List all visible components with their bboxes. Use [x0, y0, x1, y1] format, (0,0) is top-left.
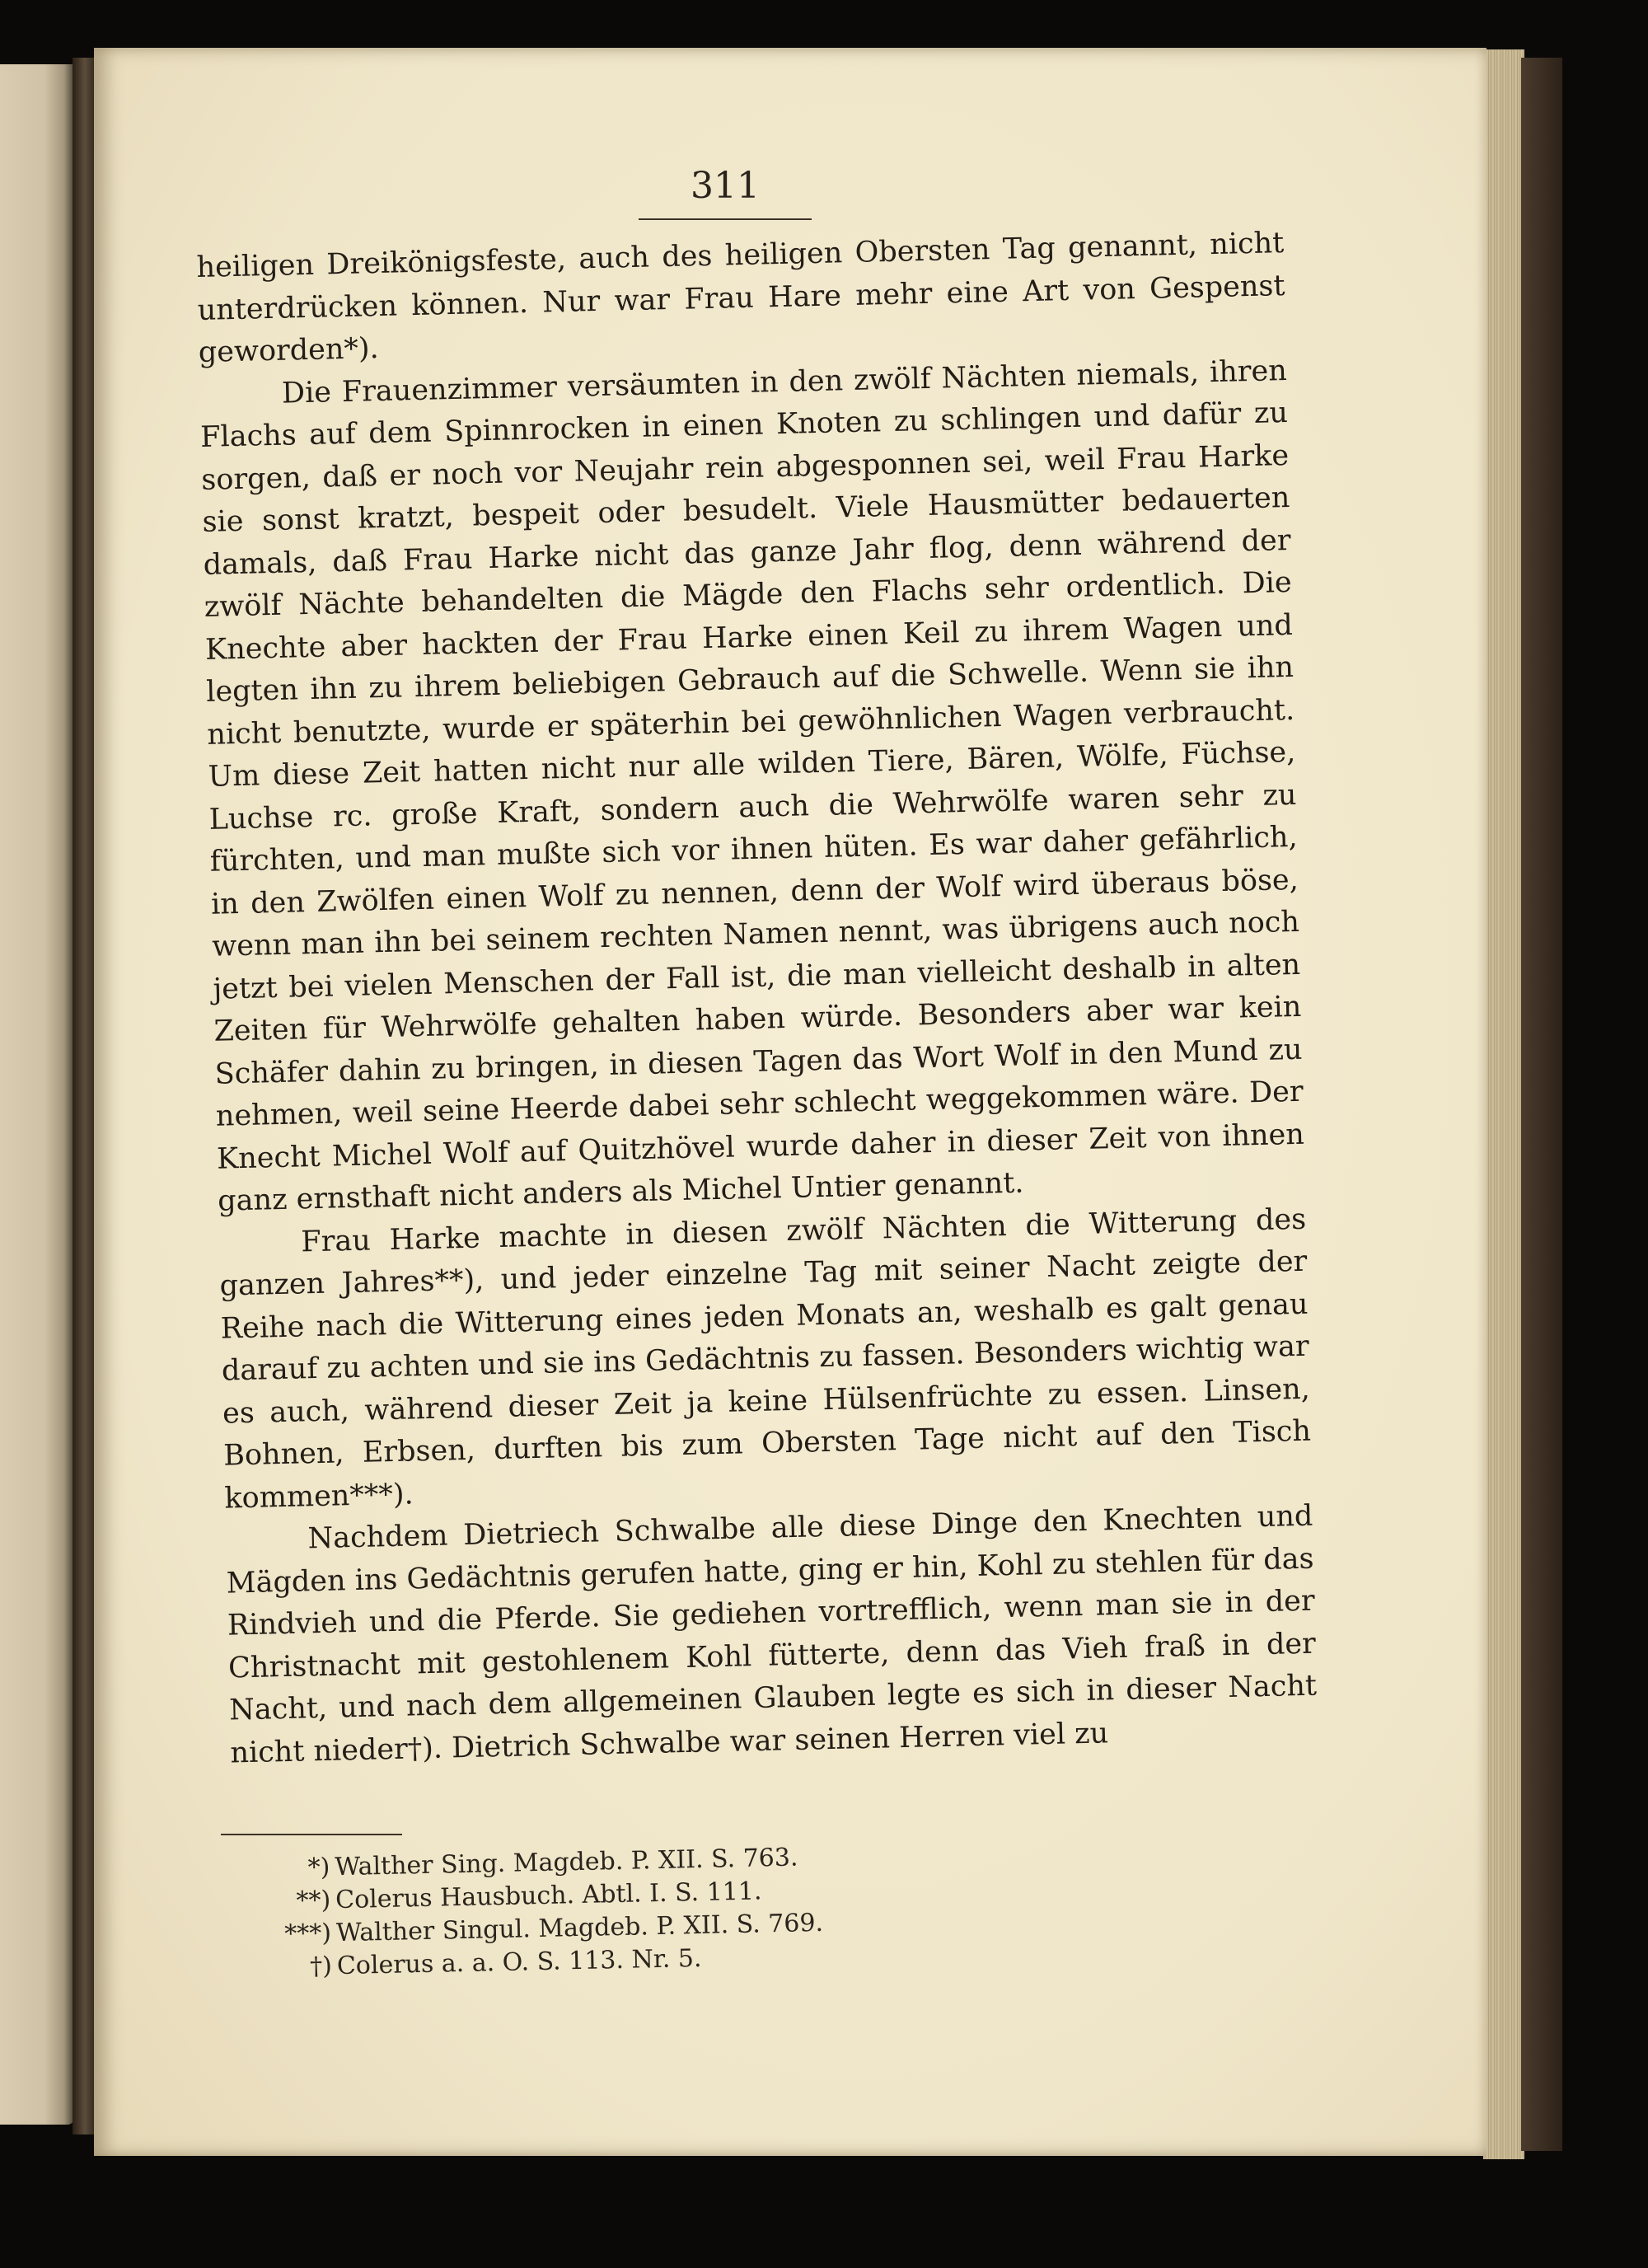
- paragraph: heiligen Dreikönigsfeste, auch des heiligen Obersten Tag genannt, nicht unterdrücken können. Nur war Frau Hare mehr eine Art von Gespenst geworden*).: [196, 227, 1285, 369]
- footnote-text: Walther Sing. Magdeb. P. XII. S. 763.: [335, 1843, 798, 1882]
- left-page-edge: [0, 64, 74, 2125]
- page-number-rule: [639, 218, 812, 220]
- page-number: 311: [691, 165, 760, 207]
- footnotes: [264, 1837, 1008, 1984]
- footnote-rule: [221, 1834, 402, 1835]
- paragraph: Frau Harke machte in diesen zwölf Nächten die Witterung des ganzen Jahres**), und jeder einzelne Tag mit seiner Nacht zeigte der Reihe nach die Witterung eines jeden Monats an, weshalb es galt genau darauf zu achten und sie ins Gedächtnis zu fassen. Besonders wichtig war es auch, während dieser Zeit ja keine Hülsenfrüchte zu essen. Linsen, Bohnen, Erbsen, durften bis zum Obersten Tage nicht auf den Tisch kommen***).: [219, 1202, 1312, 1516]
- page-block-edge: [1483, 49, 1524, 2159]
- paragraph: Nachdem Dietriech Schwalbe alle diese Dinge den Knechten und Mägden ins Gedächtnis gerufen hatte, ging er hin, Kohl zu stehlen für das Rindvieh und die Pferde. Sie gediehen vortrefflich, wenn man sie in der Christnacht mit gestohlenem Kohl fütterte, denn das Vieh fraß in der Nacht, und nach dem allgemeinen Glauben legte es sich in dieser Nacht nicht nieder†). Dietrich Schwalbe war seinen Herren viel zu: [226, 1499, 1318, 1770]
- footnote-mark: **): [296, 1886, 331, 1916]
- paragraph: Die Frauenzimmer versäumten in den zwölf Nächten niemals, ihren Flachs auf dem Spinnrocken in einen Knoten zu schlingen und dafür zu sorgen, daß er noch vor Neujahr rein abgesponnen sei, weil Frau Harke sie sonst kratzt, bespeit oder besudelt. Viele Hausmütter bedauerten damals, daß Frau Harke nicht das ganze Jahr flog, denn während der zwölf Nächte behandelten die Mägde den Flachs sehr ordentlich. Die Knechte aber hackten der Frau Harke einen Keil zu ihrem Wagen und legten ihn zu ihrem beliebigen Gebrauch auf die Schwelle. Wenn sie ihn nicht benutzte, wurde er späterhin bei gewöhnlichen Wagen verbraucht. Um diese Zeit hatten nicht nur alle wilden Tiere, Bären, Wölfe, Füchse, Luchse rc. große Kraft, sondern auch die Wehrwölfe waren sehr zu fürchten, und man mußte sich vor ihnen hüten. Es war daher gefährlich, in den Zwölfen einen Wolf zu nennen, denn der Wolf wird überaus böse, wenn man ihn bei seinem rechten Namen nennt, was übrigens auch noch jetzt bei vielen Menschen der Fall ist, die man vielleicht deshalb in alten Zeiten für Wehrwölfe gehalten haben würde. Besonders aber war kein Schäfer dahin zu bringen, in diesen Tagen das Wort Wolf in den Mund zu nehmen, weil seine Heerde dabei sehr schlecht weggekommen wäre. Der Knecht Michel Wolf auf Quitzhövel wurde daher in dieser Zeit von ihnen ganz ernsthaft nicht anders als Michel Untier genannt.: [199, 354, 1305, 1218]
- footnote-mark: ***): [283, 1919, 332, 1949]
- footnote-mark: *): [307, 1853, 330, 1882]
- footnote-text: Colerus Hausbuch. Abtl. I. S. 111.: [335, 1877, 762, 1915]
- footnote-mark: †): [309, 1952, 333, 1981]
- body-text: [196, 223, 1318, 1774]
- footnote-text: Walther Singul. Magdeb. P. XII. S. 769.: [335, 1908, 824, 1948]
- cover-edge: [1521, 58, 1562, 2151]
- footnote-text: Colerus a. a. O. S. 113. Nr. 5.: [336, 1943, 702, 1981]
